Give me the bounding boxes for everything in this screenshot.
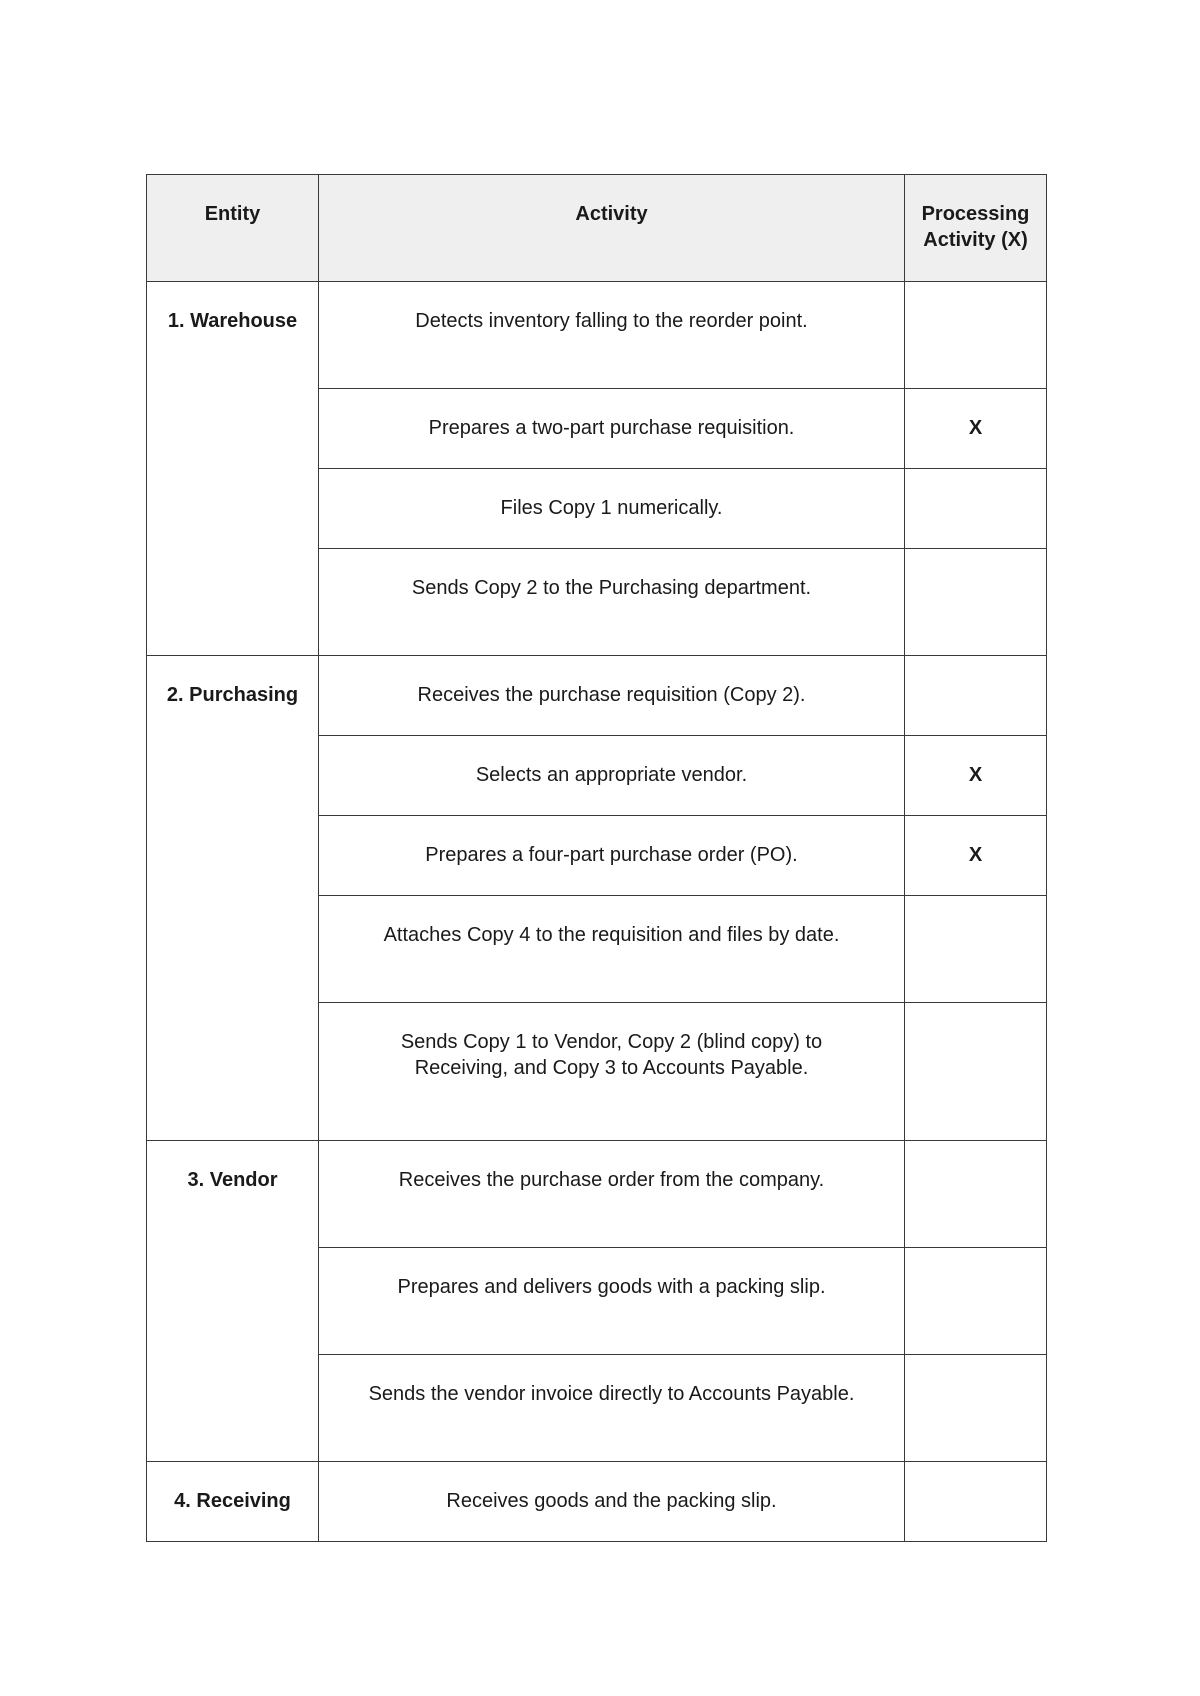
activity-cell: Prepares a two-part purchase requisition. <box>319 389 905 469</box>
entity-warehouse: 1. Warehouse <box>147 282 319 656</box>
activity-cell <box>319 1003 905 1141</box>
activity-cell: Attaches Copy 4 to the requisition and files by date. <box>319 896 905 1003</box>
entity-purchasing: 2. Purchasing <box>147 656 319 1141</box>
activity-cell: Sends the vendor invoice directly to Accounts Payable. <box>319 1355 905 1462</box>
processing-cell <box>905 469 1047 549</box>
processing-cell <box>905 282 1047 389</box>
table-row <box>147 656 1047 736</box>
processing-cell <box>905 1003 1047 1141</box>
processing-mark: X <box>905 816 1047 896</box>
header-processing-line2: Activity (X) <box>923 229 1028 251</box>
activity-cell: Receives the purchase order from the company. <box>319 1141 905 1248</box>
header-entity: Entity <box>147 175 319 282</box>
entity-receiving: 4. Receiving <box>147 1462 319 1542</box>
processing-mark: X <box>905 389 1047 469</box>
processing-cell <box>905 549 1047 656</box>
entity-vendor: 3. Vendor <box>147 1141 319 1462</box>
activity-cell: Selects an appropriate vendor. <box>319 736 905 816</box>
header-activity: Activity <box>319 175 905 282</box>
processing-cell <box>905 656 1047 736</box>
processing-cell <box>905 1355 1047 1462</box>
activity-cell: Prepares a four-part purchase order (PO). <box>319 816 905 896</box>
activity-cell: Receives the purchase requisition (Copy 2). <box>319 656 905 736</box>
table-row <box>147 1141 1047 1248</box>
processing-cell <box>905 896 1047 1003</box>
activity-cell: Receives goods and the packing slip. <box>319 1462 905 1542</box>
table-row <box>147 282 1047 389</box>
header-row <box>147 175 1047 282</box>
activity-cell: Prepares and delivers goods with a packing slip. <box>319 1248 905 1355</box>
processing-cell <box>905 1248 1047 1355</box>
activity-line: Sends Copy 1 to Vendor, Copy 2 (blind copy) to <box>400 1031 823 1053</box>
processing-mark: X <box>905 736 1047 816</box>
header-processing-line1: Processing <box>921 203 1030 225</box>
activity-cell: Files Copy 1 numerically. <box>319 469 905 549</box>
activity-line: Receiving, and Copy 3 to Accounts Payable. <box>414 1057 809 1079</box>
processing-cell <box>905 1462 1047 1542</box>
processing-cell <box>905 1141 1047 1248</box>
activity-cell: Detects inventory falling to the reorder point. <box>319 282 905 389</box>
process-table <box>146 174 1047 1542</box>
activity-cell: Sends Copy 2 to the Purchasing department. <box>319 549 905 656</box>
header-processing <box>905 175 1047 282</box>
table-row <box>147 1462 1047 1542</box>
